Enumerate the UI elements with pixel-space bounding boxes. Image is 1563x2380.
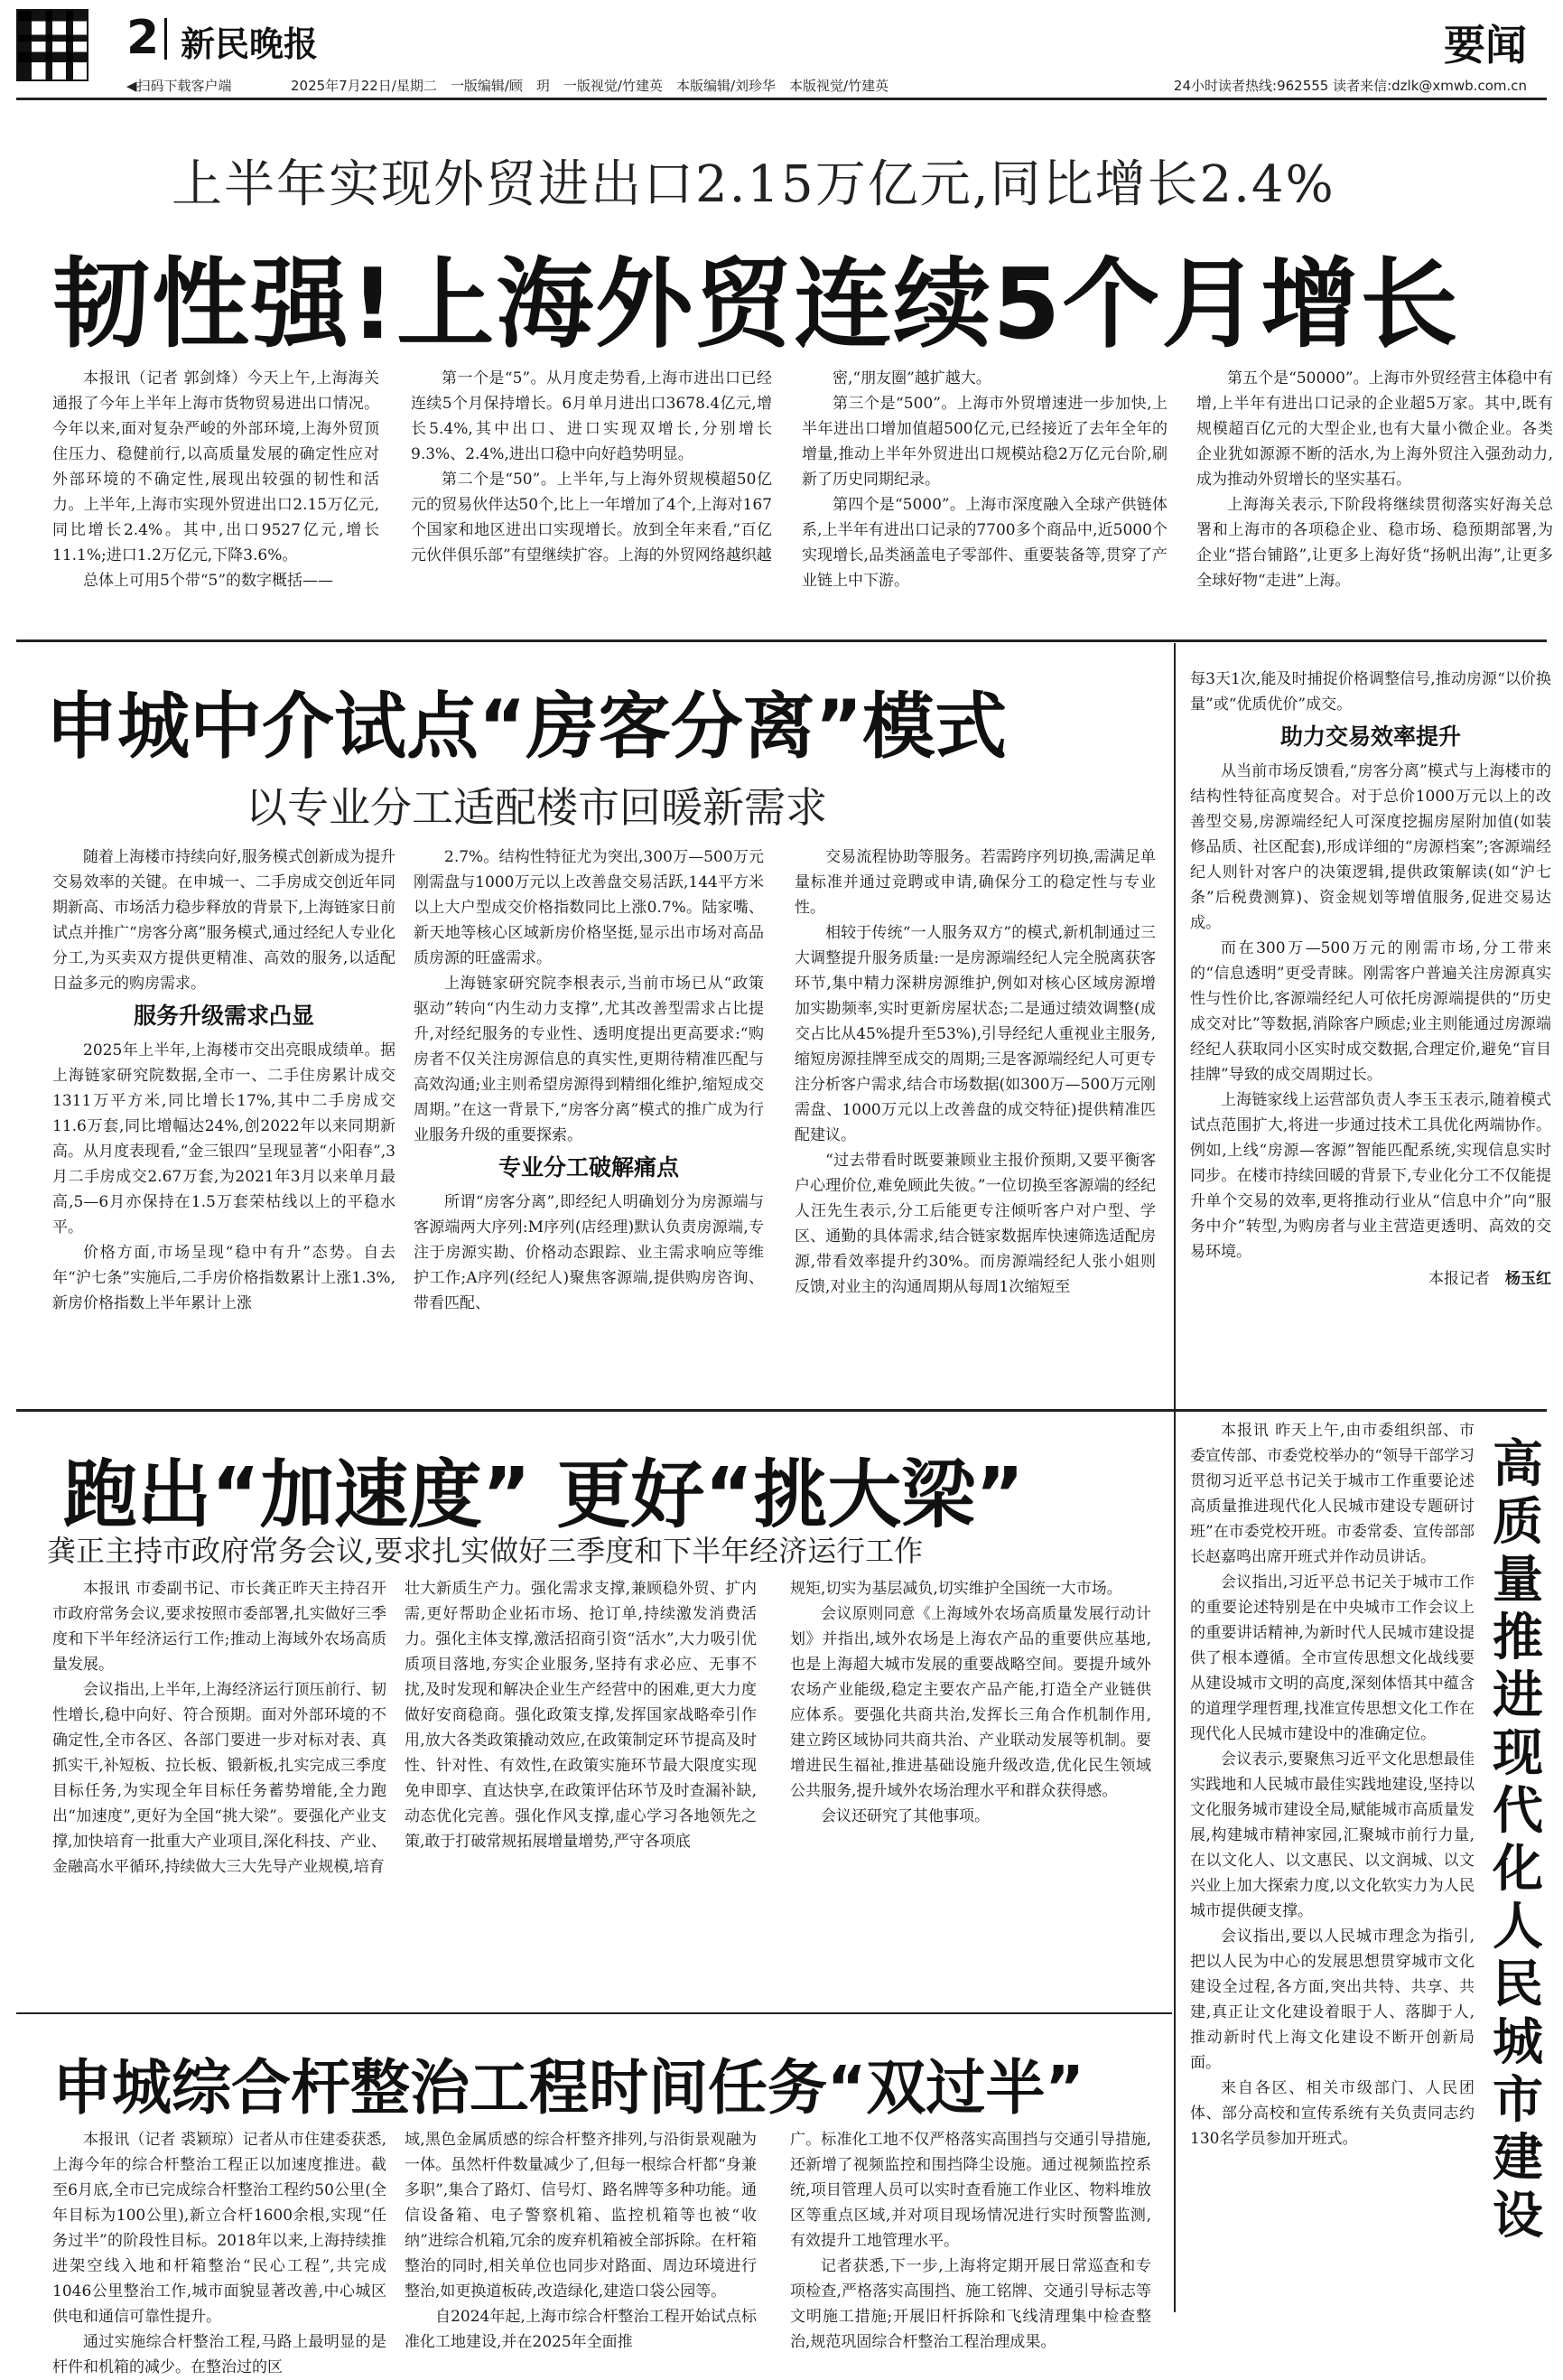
paragraph: 自2024年起,上海市综合杆整治工程开始试点标准化工地建设,并在2025年全面推 (405, 2308, 757, 2351)
article2-byline (1190, 1266, 1551, 1292)
headline-char: 进 (1493, 1666, 1543, 1725)
scan-download-text[interactable]: ◀扫码下载客户端 (126, 78, 232, 94)
byline-name: 杨玉红 (1505, 1270, 1551, 1288)
article2-headline: 申城中介试点“房客分离”模式 (45, 685, 1008, 769)
article5-body (1190, 1418, 1475, 2308)
article3-column-3 (790, 1576, 1151, 2001)
headline-char: 化 (1493, 1840, 1543, 1899)
paragraph: 2025年上半年,上海楼市交出亮眼成绩单。据上海链家研究院数据,全市一、二手住房累计成交1311万平方米,同比增长17%,其中二手房成交11.6万套,同比增幅达24%,创2022年以来同期新高。从月度表现看,“金三银四”呈现显著“小阳春”,3月二手房成交2.67万套,为2021年3月以来单月最高,5—6月亦保持在1.5万套荣枯线以上的平稳水平。 (52, 1041, 395, 1237)
paragraph: 而在300万—500万元的刚需市场,分工带来的“信息透明”更受青睐。刚需客户普遍关注房源真实性与性价比,客源端经纪人可依托房源端提供的“历史成交对比”等数据,消除客户顾虑;业主则能通过房源端经纪人获取同小区实时成交数据,合理定价,避免“盲目挂牌”导致的成交周期过长。 (1190, 939, 1551, 1084)
paragraph: 来自各区、相关市级部门、人民团体、部分高校和宣传系统有关负责同志约130名学员参加开班式。 (1190, 2079, 1475, 2148)
paragraph: 广。标准化工地不仅严格落实高围挡与交通引导措施,还新增了视频监控和围挡降尘设施。通过视频监控系统,项目管理人员可以实时查看施工作业区、物料堆放区等重点区域,并对项目现场情况进行实时预警监测,有效提升工地管理水平。 (790, 2131, 1151, 2250)
paragraph: 2.7%。结构性特征尤为突出,300万—500万元刚需盘与1000万元以上改善盘交易活跃,144平方米以上大户型成交价格指数同比上涨0.7%。陆家嘴、新天地等核心区域新房价格坚挺,显示出市场对高品质房源的旺盛需求。 (414, 848, 764, 967)
paragraph: 第二个是“50”。上半年,与上海外贸规模超50亿元的贸易伙伴达50个,比上一年增加了4个,上海对167个国家和地区进出口实现增长。放到全年来看,“百亿元伙伴俱乐部”有望继续扩容。上海的外贸网络越织越 (411, 471, 772, 565)
article3-bottom-rule (16, 2012, 1172, 2014)
paragraph: 会议指出,要以人民城市理念为指引,把以人民为中心的发展思想贯穿城市文化建设全过程,各方面,突出共特、共享、共建,真正让文化建设着眼于人、落脚于人,推动新时代上海文化建设不断开创新局面。 (1190, 1927, 1475, 2072)
article3-headline: 跑出“加速度” 更好“挑大梁” (63, 1452, 1025, 1538)
paragraph: 本报讯（记者 裘颖琼）记者从市住建委获悉,上海今年的综合杆整治工程正以加速度推进。截至6月底,全市已完成综合杆整治工程约50公里(全年目标为100公里),新立合杆1600余根,实现“任务过半”的阶段性目标。2018年以来,上海持续推进架空线入地和杆箱整治“民心工程”,共完成1046公里整治工作,城市面貌显著改善,中心城区供电和通信可靠性提升。 (52, 2131, 386, 2326)
article5-vertical-headline (1485, 1436, 1550, 2245)
byline-prefix: 本报记者 (1428, 1270, 1490, 1288)
qr-code[interactable] (16, 9, 88, 81)
paragraph: 总体上可用5个带“5”的数字概括—— (83, 572, 334, 590)
paragraph: “过去带看时既要兼顾业主报价预期,又要平衡客户心理价位,难免顾此失彼。”一位切换至客源端的经纪人汪先生表示,分工后能更专注倾听客户对户型、学区、通勤的具体需求,结合链家数据库快速筛选适配房源,带看效率提升约30%。而房源端经纪人张小姐则反馈,对业主的沟通周期从每周1次缩短至 (795, 1152, 1156, 1296)
paragraph: 会议指出,上半年,上海经济运行顶压前行、韧性增长,稳中向好、符合预期。面对外部环境的不确定性,全市各区、各部门要进一步对标对表、真抓实干,补短板、拉长板、锻新板,扎实完成三季度目标任务,为实现全年目标任务蓄势增能,全力跑出“加速度”,更好为全国“挑大梁”。要强化产业支撑,加快培育一批重大产业项目,深化科技、产业、金融高水平循环,持续做大三大先导产业规模,培育 (52, 1681, 386, 1876)
paragraph: 第一个是“5”。从月度走势看,上海市进出口已经连续5个月保持增长。6月单月进出口3678.4亿元,增长5.4%,其中出口、进口实现双增长,分别增长9.3%、2.4%,进出口稳中向好趋势明显。 (411, 369, 772, 463)
article3-subhead: 龚正主持市政府常务会议,要求扎实做好三季度和下半年经济运行工作 (47, 1534, 924, 1568)
headline-char: 人 (1493, 1898, 1543, 1956)
article2-bottom-rule (16, 1409, 1547, 1412)
paragraph: 记者获悉,下一步,上海将定期开展日常巡查和专项检查,严格落实高围挡、施工铭牌、交通引导标志等文明施工措施;开展旧杆拆除和飞线清理集中检查整治,规范巩固综合杆整治工程治理成果。 (790, 2257, 1151, 2351)
headline-char: 城 (1493, 2013, 1543, 2072)
headline-char: 质 (1493, 1493, 1543, 1552)
paragraph: 壮大新质生产力。强化需求支撑,兼顾稳外贸、扩内需,更好帮助企业拓市场、抢订单,持续激发消费活力。强化主体支撑,激活招商引资“活水”,大力吸引优质项目落地,夯实企业服务,坚持有求必应、无事不扰,及时发现和解决企业生产经营中的困难,更大力度做好安商稳商。强化政策支撑,发挥国家战略牵引作用,放大各类政策撬动效应,在政策制定环节提高及时性、针对性、有效性,在政策实施环节最大限度实现免申即享、直达快享,在政策评估环节及时查漏补缺,动态优化完善。强化作风支撑,虚心学习各地领先之策,敢于打破常规拓展增量增势,严守各项底 (405, 1580, 757, 1851)
paragraph: 会议原则同意《上海域外农场高质量发展行动计划》并指出,域外农场是上海农产品的重要供应基地,也是上海超大城市发展的重要战略空间。要提升域外农场产业能级,稳定主要农产品产能,打造全产业链供应体系。要强化共商共治,发挥长三角合作机制作用,建立跨区域协同共商共治、产业联动发展等机制。要增进民生福祉,推进基础设施升级改造,优化民生领域公共服务,提升域外农场治理水平和群众获得感。 (790, 1605, 1151, 1800)
article4-column-3 (790, 2127, 1151, 2351)
article1-kicker: 上半年实现外贸进出口2.15万亿元,同比增长2.4% (172, 155, 1335, 214)
paragraph: 所谓“房客分离”,即经纪人明确划分为房源端与客源端两大序列:M序列(店经理)默认负责房源端,专注于房源实勘、价格动态跟踪、业主需求响应等维护工作;A序列(经纪人)聚焦客源端,提供购房咨询、带看匹配、 (414, 1193, 764, 1312)
article1-column-3 (802, 366, 1168, 623)
paragraph: 本报讯 昨天上午,由市委组织部、市委宣传部、市委党校举办的“领导干部学习贯彻习近平总书记关于城市工作重要论述 高质量推进现代化人民城市建设专题研讨班”在市委党校开班。市委常委、宣传部部长赵嘉鸣出席开班式并作动员讲话。 (1190, 1422, 1475, 1566)
article1-column-2 (411, 366, 772, 623)
article2-column-2 (414, 845, 764, 1395)
paragraph: 上海海关表示,下阶段将继续贯彻落实好海关总署和上海市的各项稳企业、稳市场、稳预期部署,为企业“搭台铺路”,让更多上海好货“扬帆出海”,让更多全球好物“走进”上海。 (1196, 496, 1553, 590)
paragraph: 会议还研究了其他事项。 (821, 1807, 990, 1825)
paragraph: 本报讯（记者 郭剑烽）今天上午,上海海关通报了今年上半年上海市货物贸易进出口情况。今年以来,面对复杂严峻的外部环境,上海外贸顶住压力、稳健前行,以高质量发展的确定性应对外部环境的不确定性,展现出较强的韧性和活力。上半年,上海市实现外贸进出口2.15万亿元,同比增长2.4%。其中,出口9527亿元,增长11.1%;进口1.2万亿元,下降3.6%。 (52, 369, 379, 565)
article2-column-4 (1190, 667, 1551, 1398)
paragraph: 上海链家线上运营部负责人李玉玉表示,随着模式试点范围扩大,将进一步通过技术工具优化两端协作。例如,上线“房源—客源”智能匹配系统,实现信息实时同步。在楼市持续回暖的背景下,专业化分工不仅能提升单个交易的效率,更将推动行业从“信息中介”向“服务中介”转型,为购房者与业主营造更透明、高效的交易环境。 (1190, 1091, 1551, 1261)
article2-vertical-rule (1174, 643, 1176, 1409)
headline-char: 市 (1493, 2071, 1543, 2130)
section-heading-specialization: 专业分工破解痛点 (498, 1154, 679, 1181)
article2-column-1 (52, 845, 395, 1395)
paragraph: 会议指出,习近平总书记关于城市工作的重要论述特别是在中央城市工作会议上的重要讲话精神,为新时代人民城市建设提供了根本遵循。全市宣传思想文化战线要从建设城市文明的高度,深刻体悟其中蕴含的道理学理哲理,找准宣传思想文化工作在现代化人民城市建设中的准确定位。 (1190, 1573, 1475, 1743)
paragraph: 第三个是“500”。上海市外贸增速进一步加快,上半年进出口增加值超500亿元,已经接近了去年全年的增量,推动上半年外贸进出口规模站稳2万亿元台阶,刷新了历史同期纪录。 (802, 395, 1168, 489)
reader-hotline: 24小时读者热线:962555 读者来信:dzlk@xmwb.com.cn (1173, 78, 1527, 94)
headline-char: 建 (1493, 2129, 1543, 2188)
headline-char: 推 (1493, 1609, 1543, 1667)
paragraph: 通过实施综合杆整治工程,马路上最明显的是杆件和机箱的减少。在整治过的区 (52, 2333, 386, 2376)
article2-column-3 (795, 845, 1156, 1395)
article3-column-2 (405, 1576, 757, 2001)
section-heading-service-upgrade: 服务升级需求凸显 (133, 1003, 314, 1029)
paper-name: 新民晚报 (181, 24, 319, 64)
section-heading-efficiency: 助力交易效率提升 (1279, 723, 1461, 750)
article2-subhead: 以专业分工适配楼市回暖新需求 (246, 783, 827, 832)
paragraph: 随着上海楼市持续向好,服务模式创新成为提升交易效率的关键。在申城一、二手房成交创近年同期新高、市场活力稳步释放的背景下,上海链家日前试点并推广“房客分离”服务模式,通过经纪人专业化分工,为买卖双方提供更精准、高效的服务,以适配日益多元的购房需求。 (52, 848, 395, 993)
paragraph: 规矩,切实为基层减负,切实维护全国统一大市场。 (790, 1580, 1122, 1598)
headline-char: 民 (1493, 1955, 1543, 2014)
paragraph: 会议表示,要聚焦习近平文化思想最佳实践地和人民城市最佳实践地建设,坚持以文化服务城市建设全局,赋能城市高质量发展,构建城市精神家园,汇聚城市前行力量,在以文化人、以文惠民、以文润城、以文兴业上加大探索力度,以文化软实力为人民城市提供硬支撑。 (1190, 1750, 1475, 1920)
headline-char: 现 (1493, 1724, 1543, 1783)
headline-char: 设 (1493, 2187, 1543, 2245)
article1-headline: 韧性强!上海外贸连续5个月增长 (52, 248, 1460, 361)
masthead-rule (16, 98, 1547, 100)
paragraph: 上海链家研究院李根表示,当前市场已从“政策驱动”转向“内生动力支撑”,尤其改善型需求占比提升,对经纪服务的专业性、透明度提出更高要求:“购房者不仅关注房源信息的真实性,更期待精准匹配与高效沟通;业主则希望房源得到精细化维护,缩短成交周期。”在这一背景下,“房客分离”模式的推广成为行业服务升级的重要探索。 (414, 975, 764, 1144)
paragraph: 交易流程协助等服务。若需跨序列切换,需满足单量标准并通过竞聘或申请,确保分工的稳定性与专业性。 (795, 848, 1156, 917)
paragraph: 域,黑色金属质感的综合杆整齐排列,与沿街景观融为一体。虽然杆件数量减少了,但每一根综合杆都“身兼多职”,集合了路灯、信号灯、路名牌等多种功能。通信设备箱、电子警察机箱、监控机箱等也被“收纳”进综合机箱,冗余的废弃机箱被全部拆除。在杆箱整治的同时,相关单位也同步对路面、周边环境进行整治,如更换道板砖,改造绿化,建造口袋公园等。 (405, 2131, 757, 2301)
article3-column-1 (52, 1576, 386, 2001)
page-number: 2 (126, 11, 160, 65)
article5-left-rule (1174, 1412, 1176, 2312)
article4-headline: 申城综合杆整治工程时间任务“双过半” (52, 2053, 1084, 2123)
article1-column-4 (1196, 366, 1553, 623)
paragraph: 密,“朋友圈”越扩越大。 (833, 369, 991, 387)
article4-column-1 (52, 2127, 386, 2376)
paragraph: 相较于传统“一人服务双方”的模式,新机制通过三大调整提升服务质量:一是房源端经纪人完全脱离获客环节,集中精力深耕房源维护,例如对核心区域房源增加实勘频率,实时更新房屋状态;二是通过绩效调整(成交占比从45%提升至53%),引导经纪人重视业主服务,缩短房源挂牌至成交的周期;三是客源端经纪人可更专注分析客户需求,结合市场数据(如300万—500万元刚需盘、1000万元以上改善盘的成交特征)提供精准匹配建议。 (795, 924, 1156, 1144)
headline-char: 代 (1493, 1782, 1543, 1841)
section-label: 要闻 (1444, 21, 1527, 70)
article1-column-1 (52, 366, 379, 623)
masthead-divider (164, 18, 167, 60)
paragraph: 第五个是“50000”。上海市外贸经营主体稳中有增,上半年有进出口记录的企业超5万家。其中,既有规模超百亿元的大型企业,也有大量小微企业。各类企业犹如源源不断的活水,为上海外贸注入强劲动力,成为推动外贸增长的坚实基石。 (1196, 369, 1553, 489)
paragraph: 价格方面,市场呈现“稳中有升”态势。自去年“沪七条”实施后,二手房价格指数累计上涨1.3%,新房价格指数上半年累计上涨 (52, 1244, 395, 1312)
headline-char: 高 (1493, 1435, 1543, 1494)
article4-column-2 (405, 2127, 757, 2351)
article1-bottom-rule (16, 639, 1547, 642)
paragraph: 每3天1次,能及时捕捉价格调整信号,推动房源“以价换量”或“优质优价”成交。 (1190, 670, 1551, 714)
paragraph: 第四个是“5000”。上海市深度融入全球产供链体系,上半年有进出口记录的7700多个商品中,近5000个实现增长,品类涵盖电子零部件、重要装备等,贯穿了产业链上中下游。 (802, 496, 1168, 590)
headline-char: 量 (1493, 1551, 1543, 1610)
paragraph: 本报讯 市委副书记、市长龚正昨天主持召开市政府常务会议,要求按照市委部署,扎实做好三季度和下半年经济运行工作;推动上海域外农场高质量发展。 (52, 1580, 386, 1674)
date-editors: 2025年7月22日/星期二 一版编辑/顾 玥 一版视觉/竹建英 本版编辑/刘珍华 本版视觉/竹建英 (291, 78, 889, 94)
paragraph: 从当前市场反馈看,“房客分离”模式与上海楼市的结构性特征高度契合。对于总价1000万元以上的改善型交易,房源端经纪人可深度挖掘房屋附加值(如装修品质、社区配套),形成详细的“房源档案”;客源端经纪人则针对客户的决策逻辑,提供政策解读(如“沪七条”后税费测算)、资金规划等增值服务,促进交易达成。 (1190, 762, 1551, 932)
